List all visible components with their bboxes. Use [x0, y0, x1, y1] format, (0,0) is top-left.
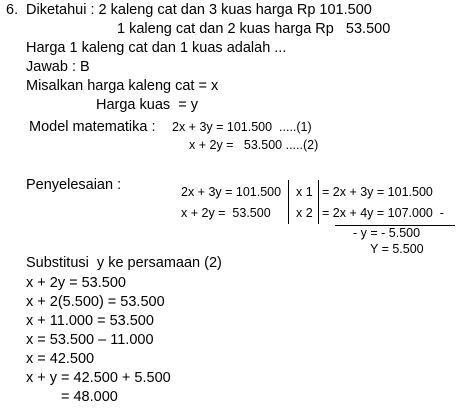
problem-number: 6. — [6, 2, 19, 18]
substitution-step: x = 53.500 – 11.000 — [26, 332, 154, 348]
model-label: Model matematika : — [29, 119, 156, 135]
multiplier-1: x 1 — [296, 185, 313, 199]
multiplier-2: x 2 — [296, 206, 313, 220]
model-equation-1: 2x + 3y = 101.500 .....(1) — [172, 120, 312, 134]
result-line-2: Y = 5.500 — [370, 242, 424, 256]
right-equation-1: = 2x + 3y = 101.500 — [322, 185, 433, 199]
result-line-1: - y = - 5.500 — [353, 226, 421, 240]
substitution-step: x = 42.500 — [26, 351, 95, 367]
let-y-text: Harga kuas = y — [96, 97, 198, 113]
substitution-step: x + y = 42.500 + 5.500 — [26, 370, 171, 386]
left-equation-1: 2x + 3y = 101.500 — [181, 185, 282, 199]
question-text: Harga 1 kaleng cat dan 1 kuas adalah ... — [26, 40, 287, 56]
known-line-2: 1 kaleng cat dan 2 kuas harga Rp 53.500 — [117, 21, 391, 37]
answer-text: Jawab : B — [26, 59, 90, 75]
substitution-step: x + 11.000 = 53.500 — [26, 313, 154, 329]
substitution-label: Substitusi y ke persamaan (2) — [26, 255, 222, 271]
substitution-step: x + 2y = 53.500 — [26, 275, 126, 291]
substitution-step: x + 2(5.500) = 53.500 — [26, 294, 165, 310]
equation-divider-right — [318, 180, 319, 224]
solution-label: Penyelesaian : — [26, 177, 122, 193]
let-x-text: Misalkan harga kaleng cat = x — [26, 78, 219, 94]
right-equation-2: = 2x + 4y = 107.000 - — [322, 206, 444, 220]
known-line-1: Diketahui : 2 kaleng cat dan 3 kuas harga Rp 101.500 — [26, 2, 372, 18]
model-equation-2: x + 2y = 53.500 .....(2) — [189, 138, 319, 152]
equation-divider-left — [288, 180, 289, 224]
substitution-result: = 48.000 — [61, 389, 118, 405]
left-equation-2: x + 2y = 53.500 — [181, 206, 271, 220]
